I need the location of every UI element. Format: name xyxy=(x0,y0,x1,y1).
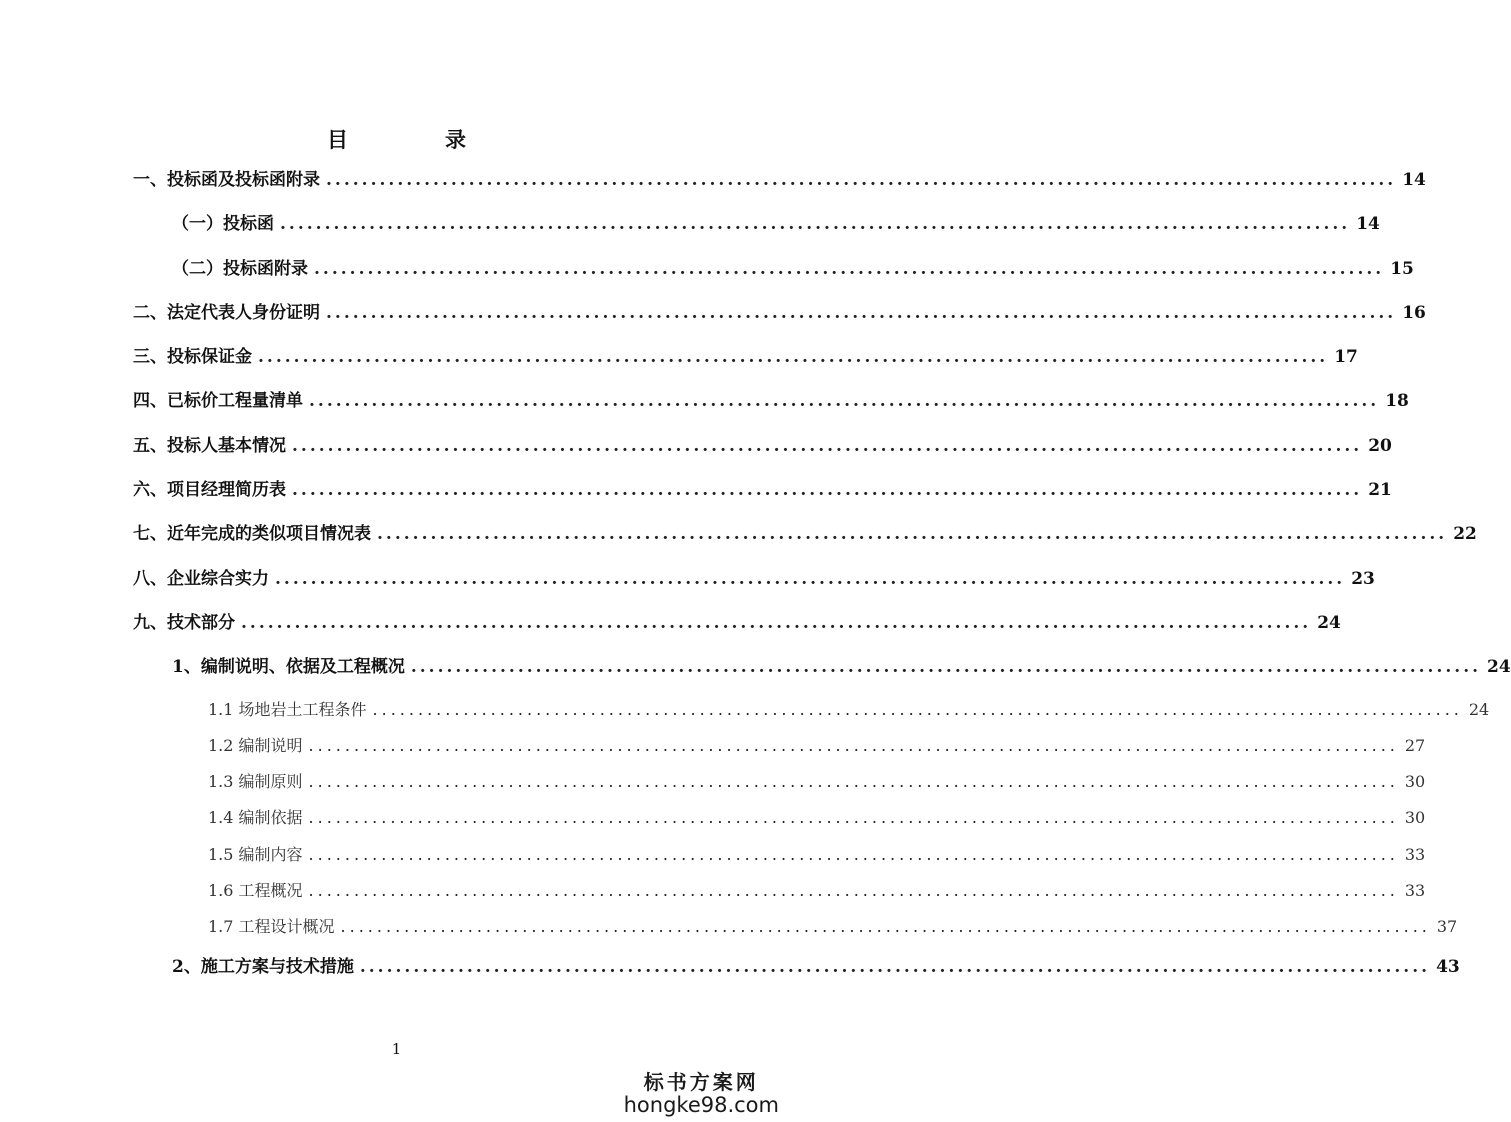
toc-entry-page: 21 xyxy=(1368,480,1392,500)
toc-entry-label: 二、法定代表人身份证明 xyxy=(133,303,320,323)
toc-entry-page: 27 xyxy=(1404,736,1426,755)
toc-entry-page: 20 xyxy=(1368,436,1392,456)
toc-leader-dots: ........................................................................................................................ xyxy=(258,347,1329,367)
toc-leader-dots: ........................................................................................................................ xyxy=(410,657,1482,677)
toc-entry-label: 七、近年完成的类似项目情况表 xyxy=(133,524,371,544)
toc-leader-dots: ........................................................................................................................ xyxy=(308,881,1399,900)
toc-leader-dots: ........................................................................................................................ xyxy=(377,524,1448,544)
toc-entry-page: 30 xyxy=(1404,808,1426,827)
toc-entry[interactable] xyxy=(208,733,1426,756)
toc-leader-dots: ........................................................................................................................ xyxy=(372,700,1463,719)
toc-entry-label: 六、项目经理简历表 xyxy=(133,480,286,500)
toc-entry-label: 1.4 编制依据 xyxy=(208,808,303,827)
toc-entry-page: 18 xyxy=(1385,391,1409,411)
toc-leader-dots: ........................................................................................................................ xyxy=(308,736,1399,755)
toc-entry[interactable] xyxy=(172,254,1414,279)
toc-entry-label: 2、施工方案与技术措施 xyxy=(172,957,354,977)
toc-entry[interactable] xyxy=(133,431,1392,456)
toc-entry-page: 33 xyxy=(1404,881,1426,900)
toc-leader-dots: ........................................................................................................................ xyxy=(292,436,1363,456)
toc-leader-dots: ........................................................................................................................ xyxy=(359,957,1431,977)
watermark xyxy=(624,1066,779,1117)
toc-entry-page: 24 xyxy=(1468,700,1490,719)
toc-entry-label: 一、投标函及投标函附录 xyxy=(133,170,320,190)
toc-entry-label: 1、编制说明、依据及工程概况 xyxy=(172,657,405,677)
toc-entry-page: 37 xyxy=(1436,917,1458,936)
toc-leader-dots: ........................................................................................................................ xyxy=(241,613,1312,633)
toc-entry[interactable] xyxy=(133,608,1341,633)
toc-entry-page: 14 xyxy=(1356,214,1380,234)
toc-entry-page: 24 xyxy=(1317,613,1341,633)
toc-entry[interactable] xyxy=(133,475,1392,500)
toc-entry-label: 1.6 工程概况 xyxy=(208,881,303,900)
toc-entry[interactable] xyxy=(133,165,1426,190)
toc-entry-page: 14 xyxy=(1402,170,1426,190)
toc-entry-page: 30 xyxy=(1404,772,1426,791)
toc-entry-page: 22 xyxy=(1453,524,1477,544)
toc-leader-dots: ........................................................................................................................ xyxy=(326,170,1397,190)
toc-entry-label: 三、投标保证金 xyxy=(133,347,252,367)
toc-entry[interactable] xyxy=(133,564,1375,589)
toc-entry-label: 八、企业综合实力 xyxy=(133,569,269,589)
toc-entry-label: 四、已标价工程量清单 xyxy=(133,391,303,411)
toc-leader-dots: ........................................................................................................................ xyxy=(308,772,1399,791)
toc-entry[interactable] xyxy=(208,914,1458,937)
toc-entry[interactable] xyxy=(208,697,1490,720)
page-number: 1 xyxy=(391,1040,402,1058)
toc-entry-label: （一）投标函 xyxy=(172,214,274,234)
toc-entry-label: （二）投标函附录 xyxy=(172,259,308,279)
watermark-cn: 标书方案网 xyxy=(643,1070,759,1094)
toc-entry-label: 1.1 场地岩土工程条件 xyxy=(208,700,367,719)
toc-entry-label: 九、技术部分 xyxy=(133,613,235,633)
toc-entry-page: 43 xyxy=(1436,957,1460,977)
toc-leader-dots: ........................................................................................................................ xyxy=(275,569,1346,589)
toc-entry-page: 24 xyxy=(1487,657,1511,677)
toc-entry[interactable] xyxy=(172,952,1460,977)
toc-entry[interactable] xyxy=(133,298,1426,323)
toc-leader-dots: ........................................................................................................................ xyxy=(314,259,1385,279)
toc-leader-dots: ........................................................................................................................ xyxy=(280,214,1351,234)
toc-entry[interactable] xyxy=(208,842,1426,865)
toc-entry[interactable] xyxy=(208,878,1426,901)
toc-entry[interactable] xyxy=(133,342,1358,367)
toc-leader-dots: ........................................................................................................................ xyxy=(292,480,1363,500)
toc-entry-label: 1.7 工程设计概况 xyxy=(208,917,335,936)
toc-entry-label: 1.3 编制原则 xyxy=(208,772,303,791)
toc-entry-page: 23 xyxy=(1351,569,1375,589)
toc-entry-page: 33 xyxy=(1404,845,1426,864)
watermark-url: hongke98.com xyxy=(623,1093,779,1117)
toc-entry-label: 1.5 编制内容 xyxy=(208,845,303,864)
toc-entry[interactable] xyxy=(208,805,1426,828)
toc-leader-dots: ........................................................................................................................ xyxy=(309,391,1380,411)
toc-leader-dots: ........................................................................................................................ xyxy=(308,845,1399,864)
toc-entry-page: 17 xyxy=(1334,347,1358,367)
page-title: 目 录 xyxy=(327,127,504,152)
toc-entry[interactable] xyxy=(133,386,1409,411)
toc-leader-dots: ........................................................................................................................ xyxy=(340,917,1431,936)
toc-entry[interactable] xyxy=(172,652,1511,677)
toc-entry-label: 1.2 编制说明 xyxy=(208,736,303,755)
toc-entry[interactable] xyxy=(133,519,1477,544)
toc-entry-label: 五、投标人基本情况 xyxy=(133,436,286,456)
toc-entry[interactable] xyxy=(172,209,1380,234)
toc-leader-dots: ........................................................................................................................ xyxy=(308,808,1399,827)
toc-entry[interactable] xyxy=(208,769,1426,792)
toc-entry-page: 15 xyxy=(1390,259,1414,279)
toc-leader-dots: ........................................................................................................................ xyxy=(326,303,1397,323)
toc-entry-page: 16 xyxy=(1402,303,1426,323)
